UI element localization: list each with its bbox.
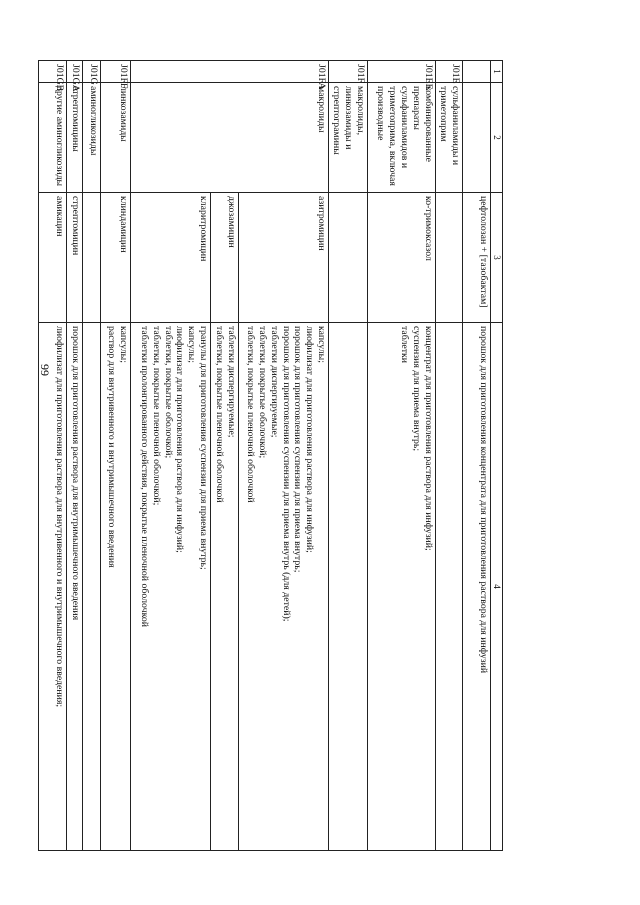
table-row bbox=[83, 61, 101, 851]
form-line: таблетки, покрытые пленочной оболочкой; bbox=[150, 326, 162, 506]
code-cell: J01F bbox=[329, 61, 368, 83]
header-cell-4: 4 bbox=[491, 323, 503, 851]
header-cell-2: 2 bbox=[491, 83, 503, 193]
forms-cell bbox=[368, 323, 436, 851]
header-cell-1: 1 bbox=[491, 61, 503, 83]
form-line: лиофилизат для приготовления раствора для внутривенного и внутримышечного введения; bbox=[54, 326, 66, 708]
form-line: таблетки, покрытые пленочной оболочкой bbox=[214, 326, 226, 503]
drug-cell: клиндамицин bbox=[101, 193, 131, 323]
form-line: порошок для приготовления раствора для внутримышечного введения bbox=[70, 326, 82, 621]
drug-cell: цефтолозан + [тазобактам] bbox=[463, 193, 491, 323]
drug-cell bbox=[436, 193, 463, 323]
form-line: лиофилизат для приготовления раствора для инфузий; bbox=[174, 326, 186, 553]
group-cell: сульфаниламиды и триметоприм bbox=[436, 83, 463, 193]
code-cell: J01FF bbox=[101, 61, 131, 83]
drug-cell: джозамицин bbox=[211, 193, 239, 323]
group-cell: макролиды bbox=[131, 83, 329, 193]
code-cell: J01EE bbox=[368, 61, 436, 83]
form-line: концентрат для приготовления раствора для инфузий; bbox=[423, 326, 435, 551]
drug-cell bbox=[329, 193, 368, 323]
form-line: таблетки пролонгированного действия, покрытые пленочной оболочкой bbox=[138, 326, 150, 627]
forms-cell bbox=[83, 323, 101, 851]
code-cell: J01GB bbox=[39, 61, 67, 83]
form-line: таблетки bbox=[399, 326, 411, 364]
form-line: раствор для внутривенного и внутримышечного введения bbox=[106, 326, 118, 568]
table-row bbox=[67, 61, 83, 851]
forms-cell bbox=[329, 323, 368, 851]
table-row bbox=[463, 61, 491, 851]
forms-cell bbox=[239, 323, 329, 851]
form-line: порошок для приготовления суспензии для приема внутрь; bbox=[292, 326, 304, 573]
code-cell: J01FA bbox=[131, 61, 329, 83]
form-line: капсулы; bbox=[316, 326, 328, 363]
drug-cell bbox=[83, 193, 101, 323]
drug-cell: ко-тримоксазол bbox=[368, 193, 436, 323]
page-number: 99 bbox=[38, 364, 52, 376]
form-line: суспензия для приема внутрь; bbox=[411, 326, 423, 452]
code-cell: J01G bbox=[83, 61, 101, 83]
forms-cell bbox=[131, 323, 211, 851]
form-line: таблетки диспергируемые; bbox=[268, 326, 280, 438]
group-cell: аминогликозиды bbox=[83, 83, 101, 193]
forms-cell bbox=[39, 323, 67, 851]
drug-cell: кларитромицин bbox=[131, 193, 211, 323]
header-cell-3: 3 bbox=[491, 193, 503, 323]
code-cell bbox=[463, 61, 491, 83]
drug-cell: азитромицин bbox=[239, 193, 329, 323]
table-row bbox=[436, 61, 463, 851]
group-cell: линкозамиды bbox=[101, 83, 131, 193]
forms-cell bbox=[101, 323, 131, 851]
table-row bbox=[101, 61, 131, 851]
form-line: порошок для приготовления суспензии для приема внутрь (для детей); bbox=[280, 326, 292, 622]
form-line: лиофилизат для приготовления раствора для инфузий; bbox=[304, 326, 316, 553]
group-cell: макролиды, линкозамиды и стрептограмины bbox=[329, 83, 368, 193]
form-line: гранулы для приготовления суспензии для приема внутрь; bbox=[198, 326, 210, 570]
group-cell: комбинированные препараты сульфаниламидов и триметоприма, включая производные bbox=[368, 83, 436, 193]
header-row bbox=[491, 61, 503, 851]
form-line: таблетки, покрытые оболочкой; bbox=[256, 326, 268, 459]
group-cell bbox=[463, 83, 491, 193]
forms-cell bbox=[211, 323, 239, 851]
group-cell: стрептомицины bbox=[67, 83, 83, 193]
form-line: таблетки диспергируемые; bbox=[226, 326, 238, 438]
code-cell: J01E bbox=[436, 61, 463, 83]
form-line: капсулы; bbox=[186, 326, 198, 363]
drug-cell: амикацин bbox=[39, 193, 67, 323]
form-line: таблетки, покрытые пленочной оболочкой bbox=[244, 326, 256, 503]
rotated-table-wrapper bbox=[54, 60, 503, 850]
code-cell: J01GA bbox=[67, 61, 83, 83]
form-line: капсулы; bbox=[118, 326, 130, 363]
form-line: порошок для приготовления концентрата для приготовления раствора для инфузий bbox=[478, 326, 490, 674]
forms-cell bbox=[67, 323, 83, 851]
forms-cell bbox=[463, 323, 491, 851]
form-line: таблетки, покрытые оболочкой; bbox=[162, 326, 174, 459]
forms-cell bbox=[436, 323, 463, 851]
table-row bbox=[329, 61, 368, 851]
group-cell: другие аминогликозиды bbox=[39, 83, 67, 193]
table-row bbox=[39, 61, 67, 851]
drug-cell: стрептомицин bbox=[67, 193, 83, 323]
table-row bbox=[239, 61, 329, 851]
drug-table bbox=[38, 60, 503, 851]
table-row bbox=[368, 61, 436, 851]
